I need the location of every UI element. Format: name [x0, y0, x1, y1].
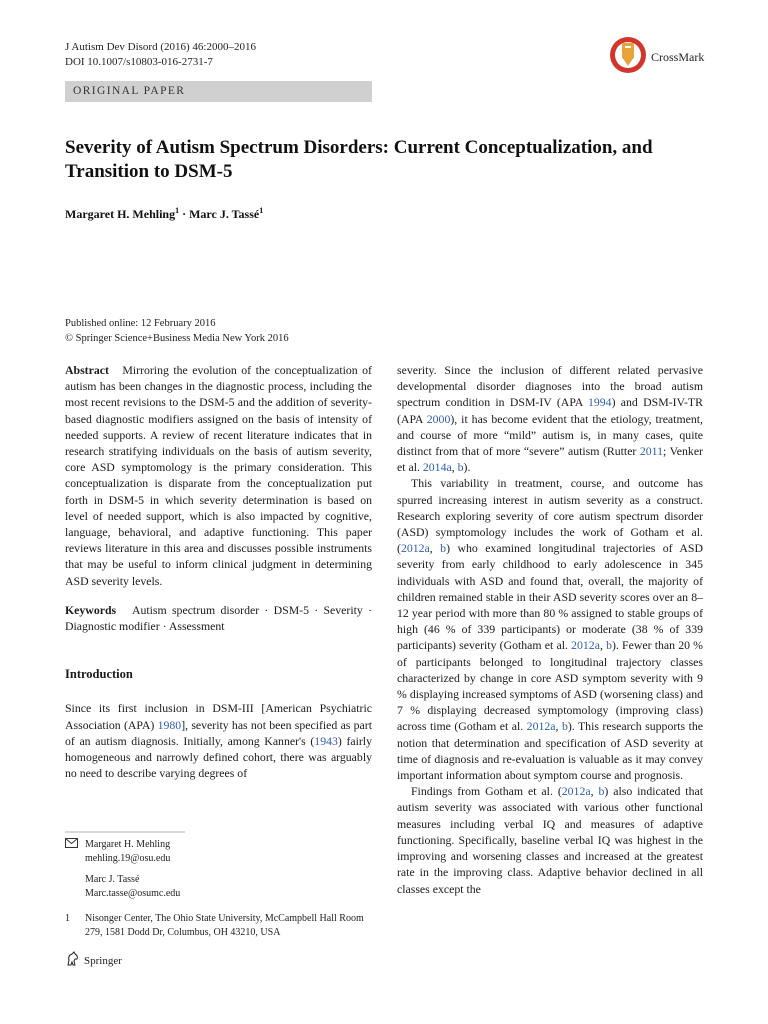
- author-list: [65, 206, 263, 222]
- citation-link[interactable]: 2012a: [561, 784, 591, 799]
- text-run: Since its first inclusion in DSM-III [American Psychiatric Association (APA): [65, 701, 372, 732]
- citation-link[interactable]: 2000: [426, 411, 451, 426]
- contact-name: Margaret H. Mehling: [85, 839, 171, 850]
- crossmark-badge[interactable]: [608, 37, 704, 77]
- contact-email[interactable]: Marc.tasse@osumc.edu: [85, 887, 181, 899]
- journal-header: [65, 40, 256, 70]
- keywords: [65, 602, 372, 634]
- body-paragraph: [397, 783, 703, 896]
- text-run: ,: [599, 638, 607, 653]
- text-run: ). This research supports the notion that determination and specification of ASD severity at time of diagnosis and re-evaluation is valuable as it may convey important information about symptom course and prognosis.: [397, 719, 704, 783]
- text-run: ). Fewer than 20 % of participants belonged to longitudinal trajectory classes characterized by change in core ASD symptom severity with 9 % displaying increased symptoms of ASD (worsening class) and 7 % displaying decreased symptomology (improving class) across time (Gotham et al.: [397, 638, 704, 734]
- citation-link[interactable]: 2012a: [526, 719, 556, 734]
- citation-link[interactable]: 2011: [639, 444, 664, 459]
- springer-horse-icon: [65, 951, 81, 970]
- section-heading-introduction: Introduction: [65, 667, 133, 682]
- publisher-label: Springer: [84, 954, 122, 967]
- article-title: Severity of Autism Spectrum Disorders: Current Conceptualization, and Transition to DSM-5: [65, 137, 653, 182]
- contact-email[interactable]: mehling.19@osu.edu: [85, 852, 171, 864]
- text-run: Findings from Gotham et al. (: [411, 784, 562, 799]
- text-run: ), it has become evident that the etiology, treatment, and course of more “mild” autism is, in many cases, quite distinct from that of more “severe” autism (Rutter: [397, 411, 703, 459]
- journal-citation: J Autism Dev Disord (2016) 46:2000–2016: [65, 41, 256, 53]
- abstract-label: Abstract: [65, 363, 109, 377]
- citation-link[interactable]: 1943: [314, 733, 338, 748]
- introduction-paragraph: [65, 700, 372, 781]
- affiliation-text: Nisonger Center, The Ohio State University, McCampbell Hall Room 279, 1581 Dodd Dr, Columbus, OH 43210, USA: [85, 913, 364, 938]
- citation-link[interactable]: b: [561, 719, 568, 734]
- footnote-spacer: [65, 900, 372, 912]
- keywords-label: Keywords: [65, 602, 117, 617]
- text-run: ).: [463, 460, 471, 475]
- text-run: ) also indicated that autism severity was associated with various other functional measures including verbal IQ and measures of adaptive functioning. Specifically, baseline verbal IQ was highest in the improving and worsening classes and increased at the greatest rate in the improving class. Adaptive behavior declined in all classes except the: [397, 784, 703, 896]
- author-separator: ·: [179, 207, 190, 221]
- text-run: ,: [451, 460, 458, 475]
- abstract: [65, 362, 372, 589]
- text-run: ,: [555, 719, 562, 734]
- author-affiliation-mark: 1: [175, 206, 180, 215]
- author-affiliation-mark: 1: [259, 206, 264, 215]
- text-run: ) and DSM-IV-TR (APA: [397, 395, 703, 426]
- crossmark-label: CrossMark: [651, 49, 705, 64]
- citation-link[interactable]: b: [440, 541, 447, 556]
- author-contact: [65, 873, 372, 900]
- keywords-text: Autism spectrum disorder · DSM-5 · Severity · Diagnostic modifier · Assessment: [65, 602, 372, 634]
- copyright: © Springer Science+Business Media New York 2016: [65, 333, 289, 344]
- published-online: Published online: 12 February 2016: [65, 318, 216, 329]
- citation-link[interactable]: 2014a: [422, 460, 452, 475]
- citation-link[interactable]: 1994: [587, 395, 612, 410]
- text-run: ; Venker et al.: [397, 444, 703, 475]
- affiliation-mark: 1: [65, 913, 70, 924]
- text-run: severity. Since the inclusion of different related pervasive developmental disorder diagnoses into the broad autism spectrum condition in DSM-IV (APA: [397, 363, 703, 410]
- text-run: This variability in treatment, course, and outcome has spurred increasing interest in autism severity as a construct. Research exploring severity of core autism spectrum disorder (ASD) symptomology includes the work of Gotham et al. (: [397, 476, 703, 556]
- left-column: [65, 362, 372, 781]
- body-paragraph: [397, 362, 703, 475]
- text-run: ], severity has not been specified as part of an autism diagnosis. Initially, among Kanner's (: [65, 717, 372, 748]
- affiliation: [65, 912, 372, 939]
- publication-info: [65, 316, 289, 346]
- citation-link[interactable]: 2012a: [571, 638, 600, 653]
- citation-link[interactable]: 1980: [157, 717, 182, 732]
- author-name[interactable]: Margaret H. Mehling: [65, 207, 176, 221]
- author-name[interactable]: Marc J. Tassé: [189, 207, 260, 221]
- envelope-icon: [65, 838, 78, 853]
- footnote-divider: [65, 828, 372, 836]
- footnotes: [65, 828, 372, 939]
- body-paragraph: [397, 475, 703, 783]
- corresponding-author: [65, 838, 372, 865]
- citation-link[interactable]: b: [457, 460, 464, 475]
- text-run: ,: [590, 784, 599, 799]
- publisher-logo: [65, 951, 122, 970]
- citation-link[interactable]: 2012a: [400, 541, 430, 556]
- article-type-banner: ORIGINAL PAPER: [65, 81, 372, 102]
- right-column: [397, 362, 703, 897]
- citation-link[interactable]: b: [606, 638, 612, 653]
- doi: DOI 10.1007/s10803-016-2731-7: [65, 56, 213, 68]
- citation-link[interactable]: b: [598, 784, 605, 799]
- text-run: ,: [429, 541, 441, 556]
- text-run: ) who examined longitudinal trajectories of ASD severity from early childhood to early adolescence in 345 individuals with ASD and found that, overall, the majority of children remained stable in their ASD severity scores over an 8–12 year period with more than 80 % assigned to stable groups of high (46 % of 339 participants) or moderate (38 % of 339 participants) severity (Gotham et al.: [397, 541, 703, 653]
- contact-name: Marc J. Tassé: [85, 874, 140, 885]
- crossmark-icon: [608, 35, 648, 80]
- text-run: ) fairly homogeneous and narrowly defined cohort, there was arguably no need to describe varying degrees of: [65, 733, 372, 781]
- abstract-text: Mirroring the evolution of the conceptualization of autism has been changes in the diagnostic process, including the most recent revisions to the DSM-5 and the addition of severity-based diagnostic modifiers assigned on the basis of intensity of needed supports. A review of recent literature indicates that in research stratifying individuals on the basis of autism severity, core ASD symptomology is the primary consideration. This conceptualization is disparate from the conceptualization put forth in DSM-5 in which severity determination is based on level of needed support, which is also impacted by cognitive, language, behavioral, and adaptive functioning. This paper reviews literature in this area and discusses possible instruments that may be useful to inform clinical judgment in determining ASD severity levels.: [65, 363, 372, 588]
